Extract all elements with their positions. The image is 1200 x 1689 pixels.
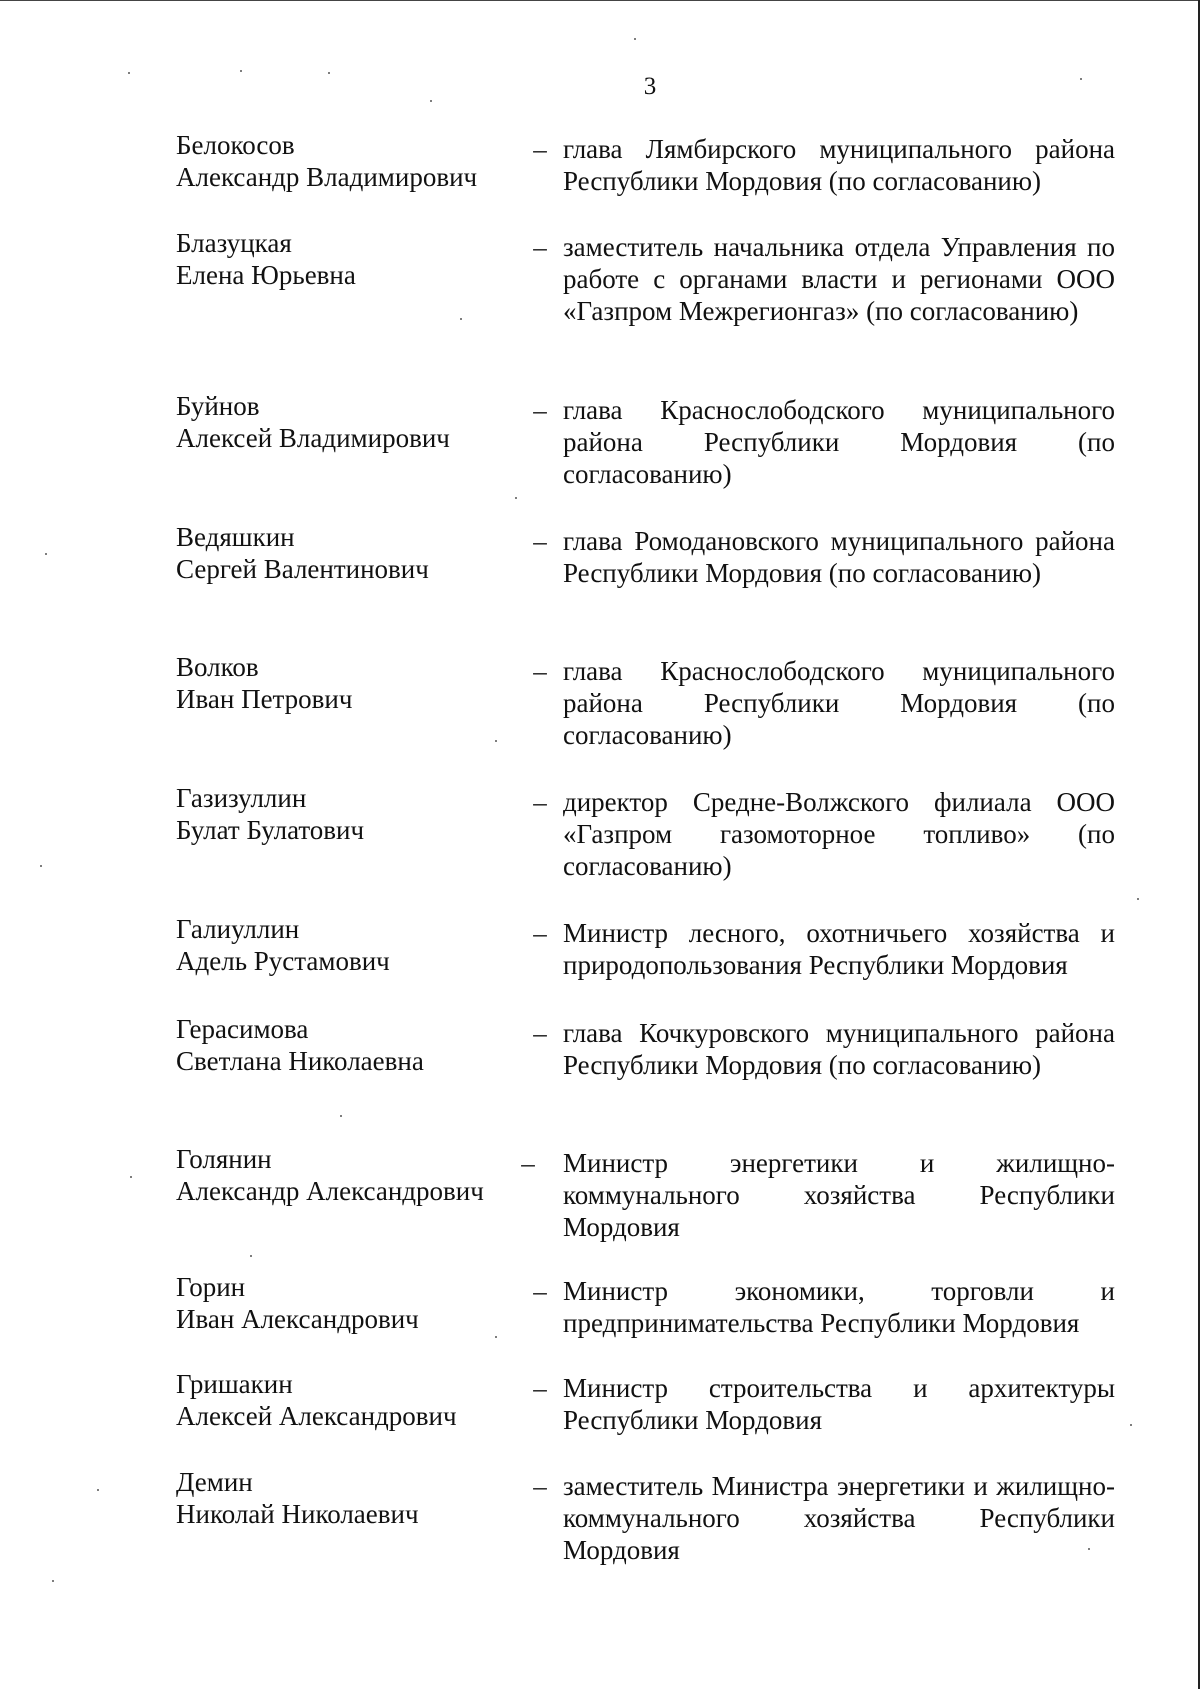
member-name xyxy=(176,1368,516,1432)
member-surname: Голянин xyxy=(176,1144,272,1174)
scan-speck xyxy=(1130,1424,1132,1426)
member-given-names: Алексей Александрович xyxy=(176,1401,457,1431)
scan-speck xyxy=(634,38,636,40)
member-surname: Газизуллин xyxy=(176,783,307,813)
entry-dash: – xyxy=(533,1471,547,1501)
member-name xyxy=(176,1143,516,1207)
member-position: Министр энергетики и жилищно-коммунального хозяйства Республики Мордовия xyxy=(563,1148,1115,1242)
member-surname: Блазуцкая xyxy=(176,228,292,258)
member-given-names: Сергей Валентинович xyxy=(176,554,429,584)
entry-dash: – xyxy=(533,395,547,425)
scan-speck xyxy=(515,497,517,499)
member-position: заместитель Министра энергетики и жилищно-коммунального хозяйства Республики Мордовия xyxy=(563,1471,1115,1565)
member-name xyxy=(176,227,516,291)
scan-speck xyxy=(340,1115,342,1117)
member-surname: Горин xyxy=(176,1272,246,1302)
entry-dash: – xyxy=(533,1373,547,1403)
member-given-names: Елена Юрьевна xyxy=(176,260,356,290)
scan-speck xyxy=(52,1580,54,1582)
member-given-names: Булат Булатович xyxy=(176,815,365,845)
member-surname: Герасимова xyxy=(176,1014,309,1044)
page-number: 3 xyxy=(643,73,657,100)
entry-dash: – xyxy=(533,918,547,948)
member-position: Министр строительства и архитектуры Республики Мордовия xyxy=(563,1373,1115,1435)
member-name xyxy=(176,913,516,977)
scan-speck xyxy=(130,1176,132,1178)
scan-speck xyxy=(495,740,497,742)
scan-speck xyxy=(430,100,432,102)
member-name xyxy=(176,390,516,454)
scan-speck xyxy=(1080,78,1082,80)
member-surname: Белокосов xyxy=(176,130,295,160)
member-position: Министр экономики, торговли и предпринимательства Республики Мордовия xyxy=(563,1276,1115,1338)
member-given-names: Адель Рустамович xyxy=(176,946,390,976)
member-given-names: Светлана Николаевна xyxy=(176,1046,424,1076)
scan-speck xyxy=(128,72,130,74)
entry-dash: – xyxy=(533,134,547,164)
member-name xyxy=(176,129,516,193)
member-name xyxy=(176,1466,516,1530)
scan-speck xyxy=(240,70,242,72)
member-given-names: Александр Владимирович xyxy=(176,162,478,192)
scan-speck xyxy=(1088,1548,1090,1550)
scan-speck xyxy=(328,72,330,74)
scan-speck xyxy=(97,1489,99,1491)
member-given-names: Николай Николаевич xyxy=(176,1499,419,1529)
member-given-names: Иван Петрович xyxy=(176,684,353,714)
scan-speck xyxy=(250,1255,252,1257)
scan-speck xyxy=(460,318,462,320)
member-position: заместитель начальника отдела Управления по работе с органами власти и регионами ООО «Газпром Межрегионгаз» (по согласованию) xyxy=(563,232,1115,326)
entry-dash: – xyxy=(521,1148,535,1178)
scan-speck xyxy=(45,553,47,555)
member-surname: Ведяшкин xyxy=(176,522,295,552)
page-top-edge xyxy=(0,0,1200,1)
member-position: глава Краснослободского муниципального района Республики Мордовия (по согласованию) xyxy=(563,395,1115,489)
member-name xyxy=(176,651,516,715)
member-surname: Буйнов xyxy=(176,391,260,421)
member-position: директор Средне-Волжского филиала ООО «Газпром газомоторное топливо» (по согласованию) xyxy=(563,787,1115,881)
member-name xyxy=(176,1013,516,1077)
entry-dash: – xyxy=(533,232,547,262)
entry-dash: – xyxy=(533,526,547,556)
scan-speck xyxy=(1137,898,1139,900)
member-position: глава Ромодановского муниципального района Республики Мордовия (по согласованию) xyxy=(563,526,1115,588)
member-name xyxy=(176,782,516,846)
scan-speck xyxy=(40,865,42,867)
member-surname: Гришакин xyxy=(176,1369,293,1399)
member-surname: Галиуллин xyxy=(176,914,300,944)
member-given-names: Иван Александрович xyxy=(176,1304,419,1334)
entry-dash: – xyxy=(533,787,547,817)
entry-dash: – xyxy=(533,1276,547,1306)
member-position: Министр лесного, охотничьего хозяйства и природопользования Республики Мордовия xyxy=(563,918,1115,980)
scan-speck xyxy=(495,1336,497,1338)
member-surname: Демин xyxy=(176,1467,253,1497)
member-name xyxy=(176,1271,516,1335)
member-position: глава Краснослободского муниципального района Республики Мордовия (по согласованию) xyxy=(563,656,1115,750)
member-position: глава Лямбирского муниципального района Республики Мордовия (по согласованию) xyxy=(563,134,1115,196)
entry-dash: – xyxy=(533,656,547,686)
member-name xyxy=(176,521,516,585)
entry-dash: – xyxy=(533,1018,547,1048)
member-surname: Волков xyxy=(176,652,259,682)
member-given-names: Алексей Владимирович xyxy=(176,423,450,453)
member-position: глава Кочкуровского муниципального района Республики Мордовия (по согласованию) xyxy=(563,1018,1115,1080)
member-given-names: Александр Александрович xyxy=(176,1176,484,1206)
